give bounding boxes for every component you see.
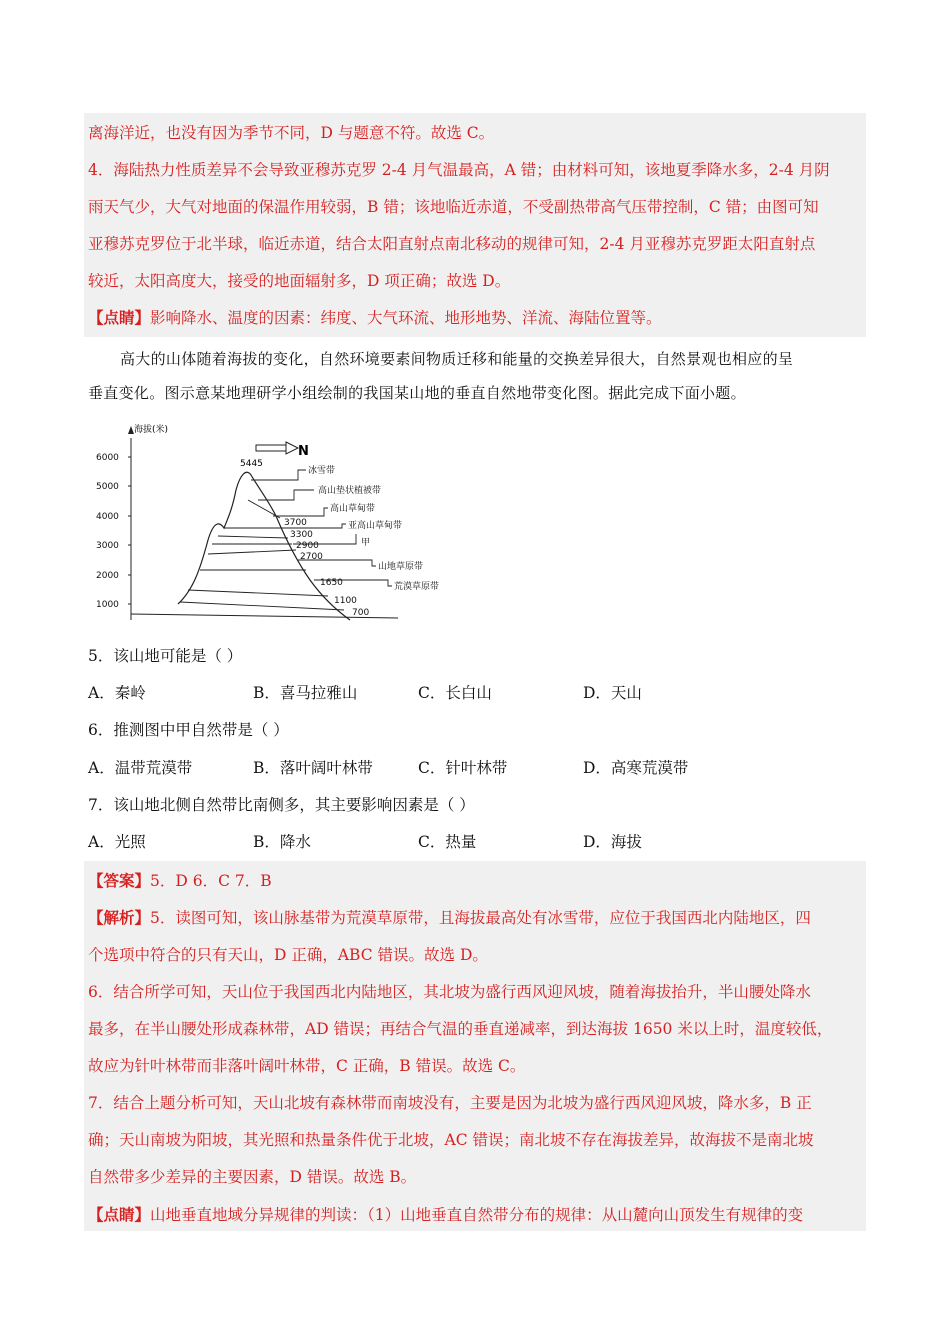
tip-line xyxy=(88,308,662,328)
explanation-line: 7．结合上题分析可知，天山北坡有森林带而南坡没有，主要是因为北坡为盛行西风迎风坡，降水多，B 正 xyxy=(88,1094,812,1112)
explanation-line: 自然带多少差异的主要因素，D 错误。故选 B。 xyxy=(88,1168,417,1186)
answer-text: 5．D 6．C 7．B xyxy=(150,872,272,890)
north-arrow xyxy=(256,442,309,459)
explanation-line: 故应为针叶林带而非落叶阔叶林带，C 正确，B 错误。故选 C。 xyxy=(88,1057,526,1075)
zone-label: 冰雪带 xyxy=(308,466,336,476)
question-stem: 6．推测图中甲自然带是（ ） xyxy=(88,721,289,739)
north-label: N xyxy=(298,444,309,459)
elevation-label: 3300 xyxy=(290,530,313,540)
peak-elevation-label: 5445 xyxy=(240,459,263,469)
option-b: B．落叶阔叶林带 xyxy=(253,759,373,777)
answer-line xyxy=(88,871,272,891)
zone-boundary xyxy=(248,500,280,518)
option-c: C．长白山 xyxy=(418,684,492,702)
y-tick-label: 1000 xyxy=(96,600,119,610)
option-a: A．温带荒漠带 xyxy=(88,759,193,777)
tip-label: 【点睛】 xyxy=(88,1205,151,1224)
zone-boundary xyxy=(218,536,288,538)
y-axis-label: 海拔(米) xyxy=(134,425,169,435)
zone-label: 亚高山草甸带 xyxy=(348,521,403,531)
y-tick-label: 4000 xyxy=(96,512,119,522)
option-d: D．海拔 xyxy=(583,833,642,851)
zone-boundary xyxy=(188,590,328,596)
option-a: A．秦岭 xyxy=(88,684,146,702)
elevation-label: 700 xyxy=(352,608,370,618)
option-b: B．降水 xyxy=(253,833,311,851)
zone-label: 荒漠草原带 xyxy=(394,582,440,592)
explanation-line: 个选项中符合的只有天山，D 正确，ABC 错误。故选 D。 xyxy=(88,946,488,964)
explanation-line: 6．结合所学可知，天山位于我国西北内陆地区，其北坡为盛行西风迎风坡，随着海拔抬升，半山腰处降水 xyxy=(88,983,811,1001)
zone-boundary xyxy=(180,602,344,610)
question-stem: 5．该山地可能是（ ） xyxy=(88,647,243,665)
elevation-label: 2900 xyxy=(296,541,319,551)
tip-text: 山地垂直地域分异规律的判读：（1）山地垂直自然带分布的规律：从山麓向山顶发生有规律的变 xyxy=(150,1206,804,1224)
explanation-line: 确；天山南坡为阳坡，其光照和热量条件优于北坡，AC 错误；南北坡不存在海拔差异，故海拔不是南北坡 xyxy=(88,1131,814,1149)
tip-label: 【点睛】 xyxy=(88,308,151,327)
analysis-q4-line: 亚穆苏克罗位于北半球，临近赤道，结合太阳直射点南北移动的规律可知，2-4 月亚穆苏克罗距太阳直射点 xyxy=(88,235,816,253)
tip-text: 影响降水、温度的因素：纬度、大气环流、地形地势、洋流、海陆位置等。 xyxy=(150,309,662,327)
analysis-q4-line: 较近，太阳高度大，接受的地面辐射多，D 项正确；故选 D。 xyxy=(88,272,511,290)
y-tick-label: 5000 xyxy=(96,482,119,492)
analysis-block-top xyxy=(84,113,866,337)
explanation-line xyxy=(88,908,811,928)
option-c: C．针叶林带 xyxy=(418,759,508,777)
option-b: B．喜马拉雅山 xyxy=(253,684,358,702)
elevation-label: 2700 xyxy=(300,552,323,562)
zone-boundary xyxy=(208,550,296,554)
explanation-line: 最多，在半山腰处形成森林带，AD 错误；再结合气温的垂直递减率，到达海拔 1650 米以上时，温度较低， xyxy=(88,1020,833,1038)
option-c: C．热量 xyxy=(418,833,477,851)
explanation-text: 5．读图可知，该山脉基带为荒漠草原带，且海拔最高处有冰雪带，应位于我国西北内陆地区，四 xyxy=(150,909,811,927)
passage-line: 垂直变化。图示意某地理研学小组绘制的我国某山地的垂直自然地带变化图。据此完成下面小题。 xyxy=(88,384,746,402)
explanation-label: 【解析】 xyxy=(88,908,151,927)
zone-label: 甲 xyxy=(361,538,371,548)
option-d: D．天山 xyxy=(583,684,642,702)
tip-line xyxy=(88,1205,803,1225)
elevation-label: 3700 xyxy=(284,518,307,528)
y-tick-label: 2000 xyxy=(96,571,119,581)
analysis-line: 离海洋近，也没有因为季节不同，D 与题意不符。故选 C。 xyxy=(88,124,495,142)
option-a: A．光照 xyxy=(88,833,146,851)
analysis-q4-line: 雨天气少，大气对地面的保温作用较弱，B 错；该地临近赤道，不受副热带高气压带控制，C 错；由图可知 xyxy=(88,198,819,216)
zone-label: 山地草原带 xyxy=(378,562,424,572)
y-tick-label: 3000 xyxy=(96,541,119,551)
answer-label: 【答案】 xyxy=(88,871,151,890)
y-tick-label: 6000 xyxy=(96,453,119,463)
vertical-zone-diagram xyxy=(88,420,440,630)
elevation-label: 1650 xyxy=(320,578,343,588)
elevation-label: 1100 xyxy=(334,596,357,606)
option-d: D．高寒荒漠带 xyxy=(583,759,689,777)
passage-line: 高大的山体随着海拔的变化，自然环境要素间物质迁移和能量的交换差异很大，自然景观也相应的呈 xyxy=(120,350,794,368)
zone-label: 高山草甸带 xyxy=(330,504,376,514)
analysis-q4-line: 4．海陆热力性质差异不会导致亚穆苏克罗 2-4 月气温最高，A 错；由材料可知，该地夏季降水多，2-4 月阴 xyxy=(88,161,830,179)
zone-label: 高山垫状植被带 xyxy=(318,486,382,496)
question-stem: 7．该山地北侧自然带比南侧多，其主要影响因素是（ ） xyxy=(88,796,475,814)
